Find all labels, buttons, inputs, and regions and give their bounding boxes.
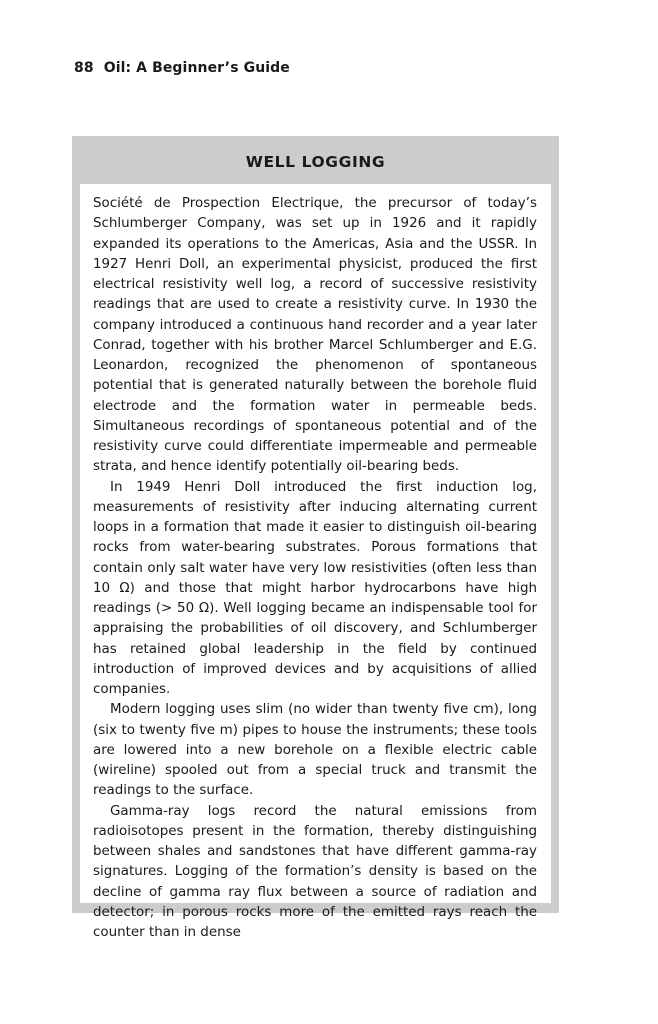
box-title: WELL LOGGING <box>245 153 386 171</box>
paragraph-2: In 1949 Henri Doll introduced the first induction log, measurements of resistivity after inducing alternating current loops in a formation that made it easier to distinguish oil-bearing rocks from water-bearing substrates. Porous formations that contain only salt water have very low resistivities (often less than 10 Ω) and those that might harbor hydrocarbons have high readings (> 50 Ω). Well logging became an indispensable tool for appraising the probabilities of oil discovery, and Schlumberger has retained global leadership in the field by continued introduction of improved devices and by acquisitions of allied companies. <box>93 479 537 697</box>
book-title: Oil: A Beginner’s Guide <box>103 60 290 76</box>
box-body <box>80 184 551 940</box>
well-logging-sidebar-box <box>72 136 559 940</box>
paragraph-1: Société de Prospection Electrique, the precursor of today’s Schlumberger Company, was set up in 1926 and it rapidly expanded its operations to the Americas, Asia and the USSR. In 1927 Henri Doll, an experimental physicist, produced the first electrical resistivity well log, a record of successive resistivity readings that are used to create a resistivity curve. In 1930 the company introduced a continuous hand recorder and a year later Conrad, together with his brother Marcel Schlumberger and E.G. Leonardon, recognized the phenomenon of spontaneous potential that is generated naturally between the borehole fluid electrode and the formation water in permeable beds. Simultaneous recordings of spontaneous potential and of the resistivity curve could differentiate impermeable and permeable strata, and hence identify potentially oil-bearing beds. <box>93 196 537 475</box>
paragraph-3: Modern logging uses slim (no wider than twenty five cm), long (six to twenty five m) pipes to house the instruments; these tools are lowered into a new borehole on a flexible electric cable (wireline) spooled out from a special truck and transmit the readings to the surface. <box>93 702 537 799</box>
running-head <box>74 60 290 76</box>
paragraph-4: Gamma-ray logs record the natural emissions from radioisotopes present in the formation, thereby distinguishing between shales and sandstones that have different gamma-ray signatures. Logging of the formation’s density is based on the decline of gamma ray flux between a source of radiation and detector; in porous rocks more of the emitted rays reach the counter than in dense <box>93 803 537 940</box>
page-number: 88 <box>74 60 94 76</box>
